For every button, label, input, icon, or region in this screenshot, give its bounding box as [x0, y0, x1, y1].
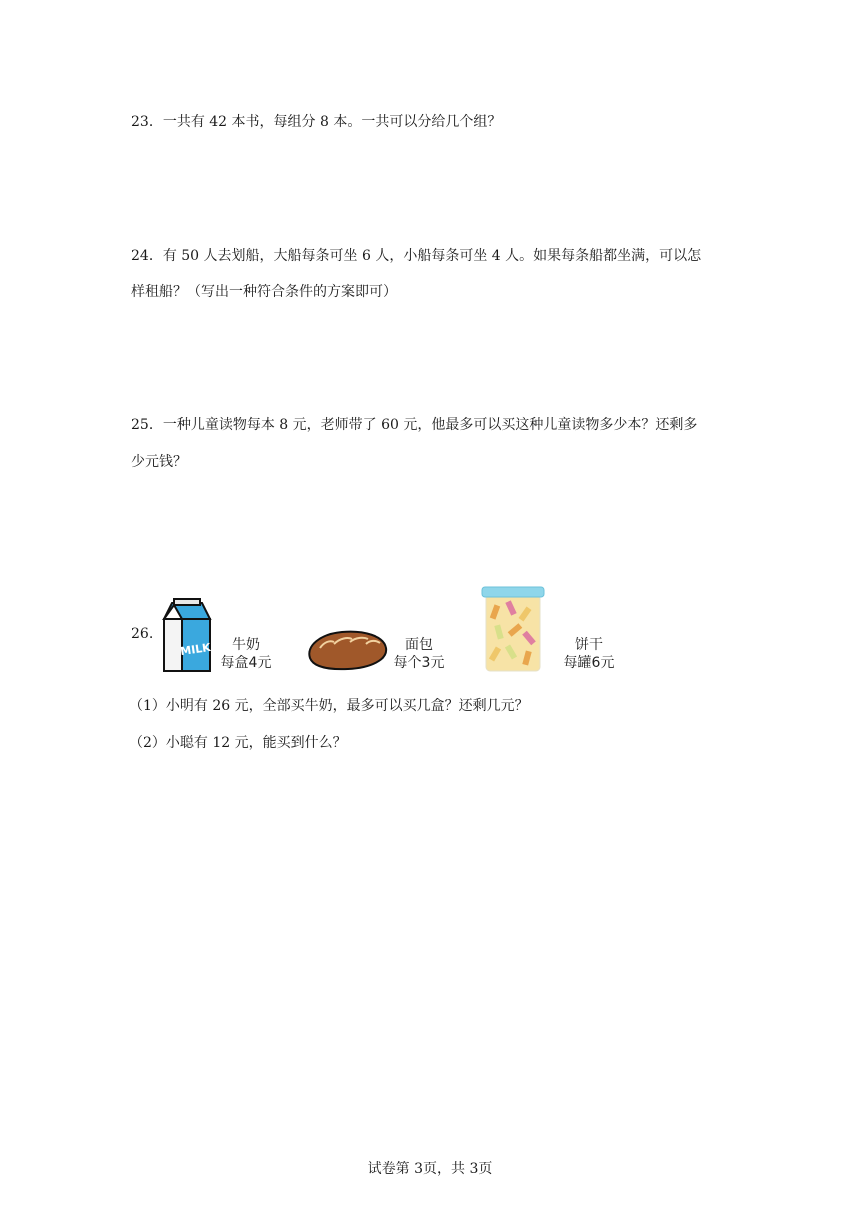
biscuit-price: 每罐6元 [563, 655, 615, 671]
question-24-line-1: 24．有 50 人去划船，大船每条可坐 6 人，小船每条可坐 4 人。如果每条船都坐满，可以怎 [131, 248, 702, 264]
bread-price: 每个3元 [393, 655, 445, 671]
milk-product-label [215, 636, 277, 672]
bread-product-label [388, 636, 450, 672]
question-23: 23．一共有 42 本书，每组分 8 本。一共可以分给几个组？ [131, 114, 502, 130]
milk-price: 每盒4元 [220, 655, 272, 671]
sub-question-2: （2）小聪有 12 元，能买到什么？ [129, 735, 347, 751]
milk-name: 牛奶 [232, 637, 260, 653]
milk-logo-text: MILK [179, 640, 212, 659]
bread-name: 面包 [405, 637, 433, 653]
page-footer: 试卷第 3页，共 3页 [367, 1161, 493, 1177]
question-25-line-1: 25．一种儿童读物每本 8 元，老师带了 60 元，他最多可以买这种儿童读物多少本？还剩多 [131, 417, 698, 433]
milk-carton-icon [160, 597, 214, 673]
biscuit-name: 饼干 [575, 637, 603, 653]
sub-question-1: （1）小明有 26 元，全部买牛奶，最多可以买几盒？还剩几元？ [129, 698, 529, 714]
biscuit-jar-icon [480, 587, 546, 673]
biscuit-product-label [556, 636, 622, 672]
question-26-number: 26. [131, 626, 154, 642]
question-24-line-2: 样租船？（写出一种符合条件的方案即可） [131, 284, 397, 300]
bread-icon [304, 628, 388, 672]
question-25-line-2: 少元钱？ [131, 454, 187, 470]
